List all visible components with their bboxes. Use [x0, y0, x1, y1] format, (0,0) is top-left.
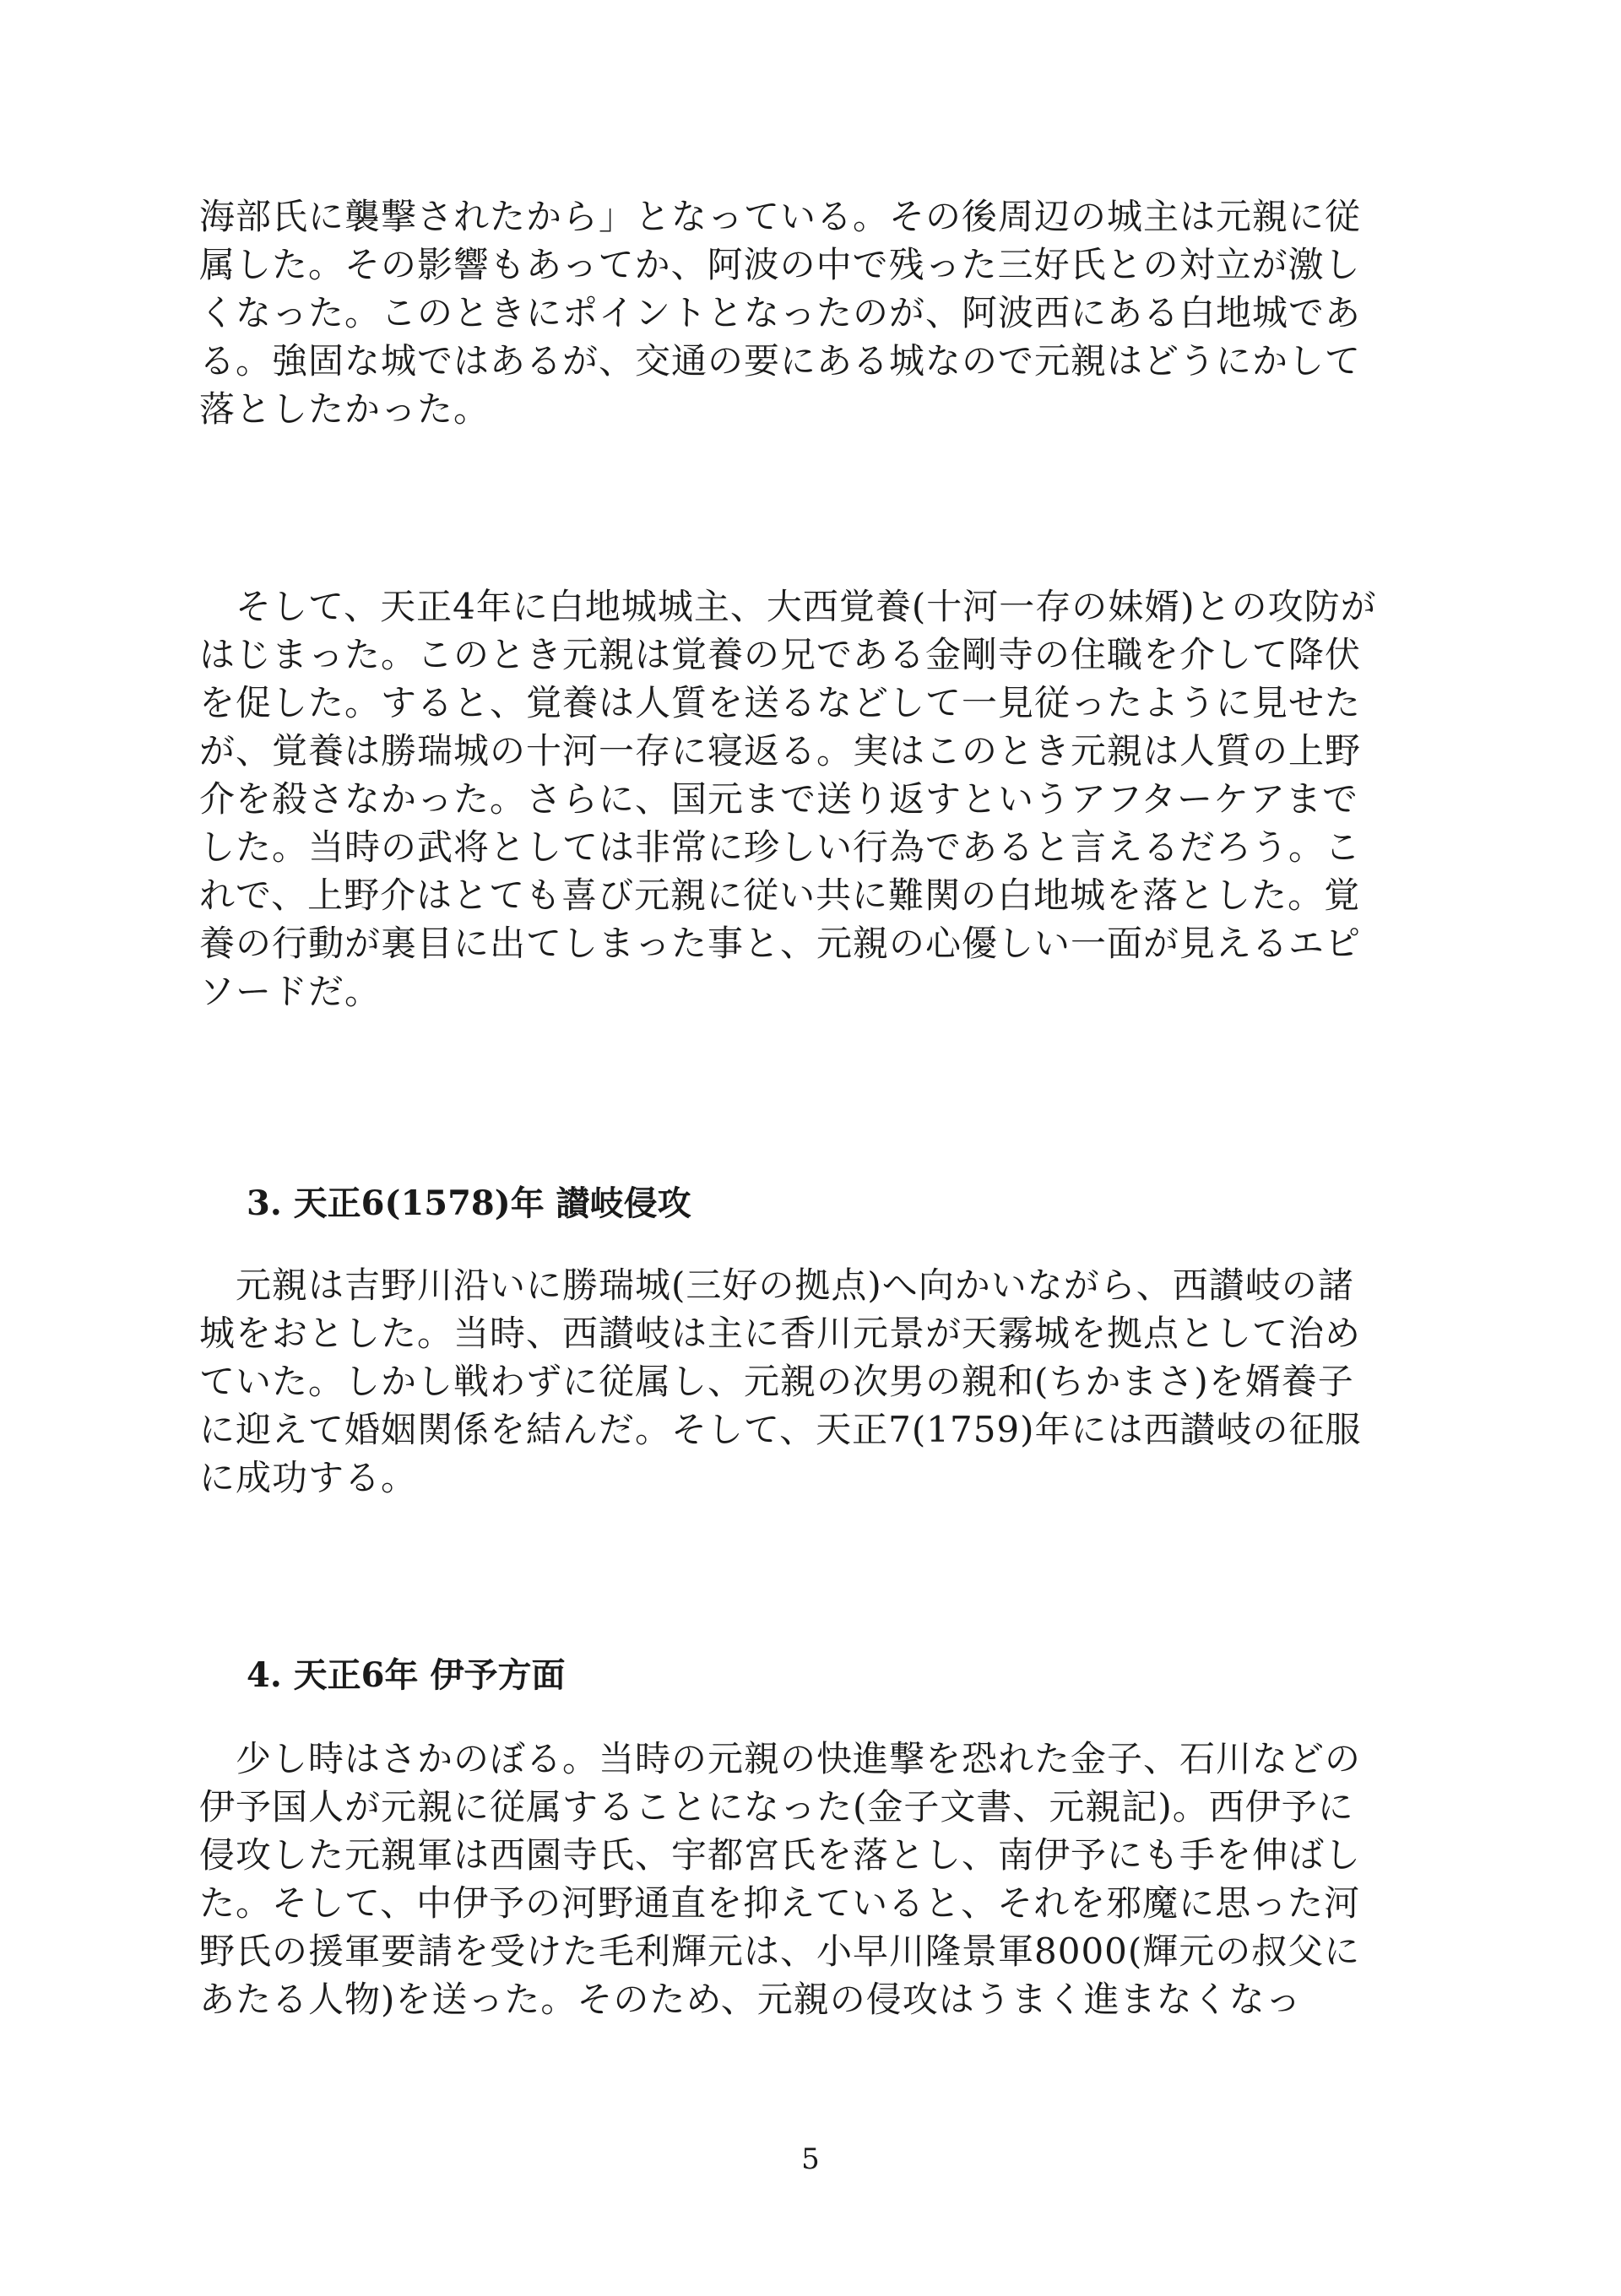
paragraph-line: ていた。しかし戦わずに従属し、元親の次男の親和(ちかまさ)を婿養子 — [199, 1361, 1354, 1402]
page-number: 5 — [801, 2142, 820, 2176]
paragraph-line: 侵攻した元親軍は西園寺氏、宇都宮氏を落とし、南伊予にも手を伸ばし — [199, 1834, 1362, 1876]
paragraph-line: 少し時はさかのぼる。当時の元親の快進撃を恐れた金子、石川などの — [199, 1738, 1362, 1779]
paragraph-1 — [199, 192, 1432, 433]
paragraph-line: に成功する。 — [199, 1457, 418, 1498]
paragraph-line: 属した。その影響もあってか、阿波の中で残った三好氏との対立が激し — [199, 244, 1361, 285]
paragraph-line: れで、上野介はとても喜び元親に従い共に難関の白地城を落とした。覚 — [199, 875, 1361, 916]
paragraph-line: あたる人物)を送った。そのため、元親の侵攻はうまく進まなくなっ — [199, 1979, 1302, 2020]
paragraph-line: 海部氏に襲撃されたから」となっている。その後周辺の城主は元親に従 — [199, 196, 1362, 237]
paragraph-line: 養の行動が裏目に出てしまった事と、元親の心優しい一面が見えるエピ — [199, 923, 1362, 964]
paragraph-line: 介を殺さなかった。さらに、国元まで送り返すというアフターケアまで — [199, 778, 1359, 820]
paragraph-line: を促した。すると、覚養は人質を送るなどして一見従ったように見せた — [199, 682, 1362, 723]
paragraph-line: 落としたかった。 — [199, 388, 491, 430]
paragraph-2 — [199, 582, 1432, 1015]
section-3-heading: 3. 天正6(1578)年 讃岐侵攻 — [247, 1183, 691, 1223]
section-4-body — [199, 1735, 1432, 2023]
paragraph-line: 野氏の援軍要請を受けた毛利輝元は、小早川隆景軍8000(輝元の叔父に — [199, 1930, 1361, 1972]
section-3-body — [199, 1261, 1432, 1502]
paragraph-line: そして、天正4年に白地城城主、大西覚養(十河一存の妹婿)との攻防が — [199, 586, 1377, 627]
paragraph-line: くなった。このときにポイントとなったのが、阿波西にある白地城であ — [199, 292, 1362, 333]
paragraph-line: に迎えて婚姻関係を結んだ。そして、天正7(1759)年には西讃岐の征服 — [199, 1409, 1362, 1450]
paragraph-line: 城をおとした。当時、西讃岐は主に香川元景が天霧城を拠点として治め — [199, 1313, 1362, 1354]
paragraph-line: た。そして、中伊予の河野通直を抑えていると、それを邪魔に思った河 — [199, 1882, 1361, 1924]
section-4-heading: 4. 天正6年 伊予方面 — [247, 1655, 566, 1695]
paragraph-line: した。当時の武将としては非常に珍しい行為であると言えるだろう。こ — [199, 826, 1362, 868]
paragraph-line: はじまった。このとき元親は覚養の兄である金剛寺の住職を介して降伏 — [199, 634, 1362, 675]
paragraph-line: 伊予国人が元親に従属することになった(金子文書、元親記)。西伊予に — [199, 1786, 1354, 1828]
paragraph-line: が、覚養は勝瑞城の十河一存に寝返る。実はこのとき元親は人質の上野 — [199, 730, 1362, 772]
paragraph-line: る。強固な城ではあるが、交通の要にある城なので元親はどうにかして — [199, 340, 1362, 382]
paragraph-line: ソードだ。 — [199, 971, 382, 1012]
paragraph-line: 元親は吉野川沿いに勝瑞城(三好の拠点)へ向かいながら、西讃岐の諸 — [199, 1264, 1354, 1306]
